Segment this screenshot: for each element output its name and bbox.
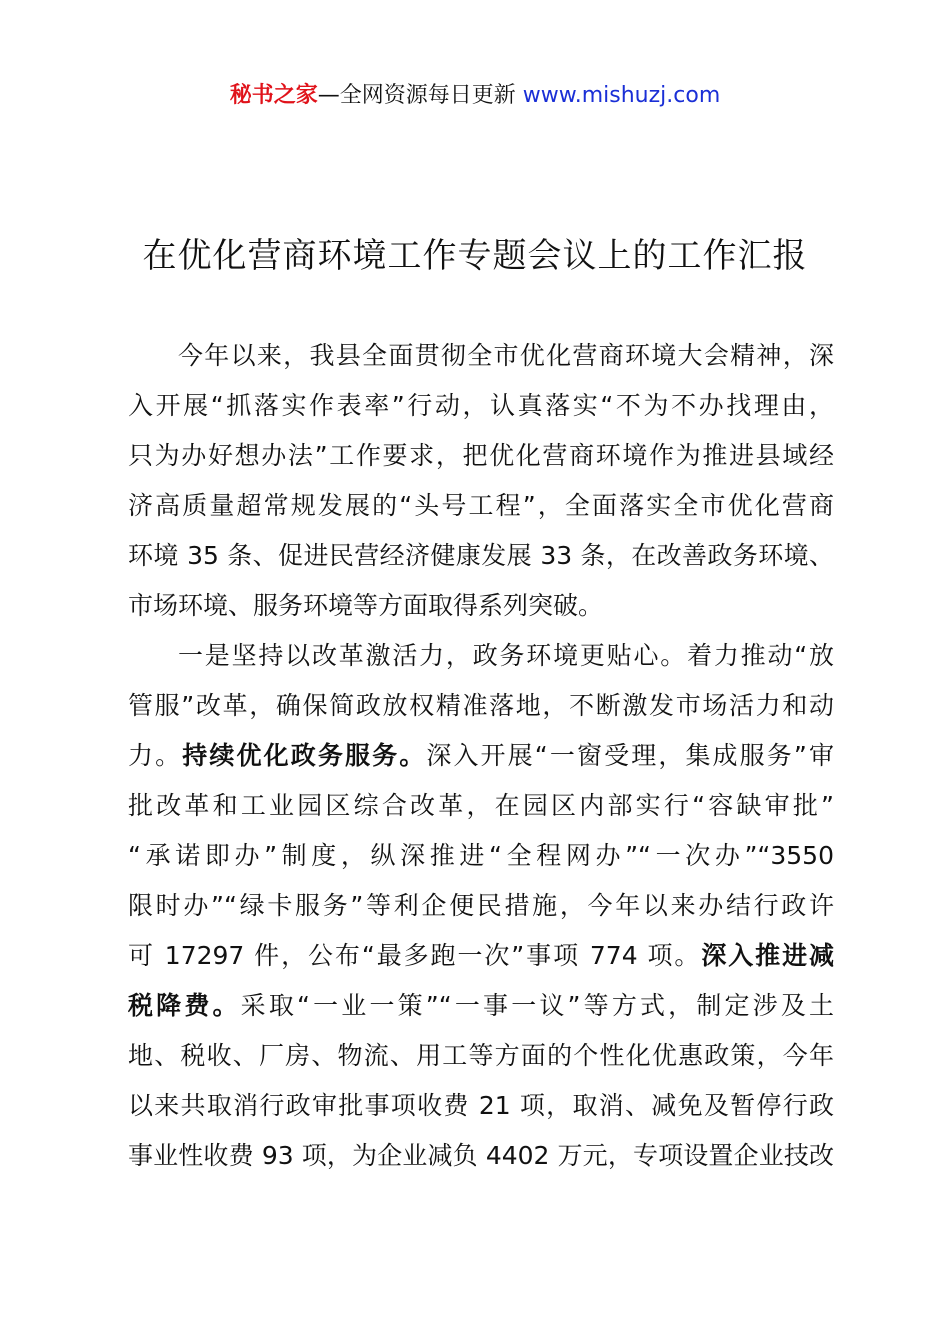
paragraph-line: 管服”改革，确保简政放权精准落地，不断激发市场活力和动 <box>128 691 834 720</box>
paragraph-line: 今年以来，我县全面贯彻全市优化营商环境大会精神，深 <box>178 341 834 370</box>
paragraph-line: 以来共取消行政审批事项收费 21 项，取消、减免及暂停行政 <box>128 1091 834 1120</box>
paragraph-line: 事业性收费 93 项，为企业减负 4402 万元，专项设置企业技改 <box>128 1141 834 1170</box>
bold-heading: 税降费。 <box>128 991 241 1020</box>
brand-name: 秘书之家 <box>229 83 318 108</box>
paragraph-line: 只为办好想办法”工作要求，把优化营商环境作为推进县域经 <box>128 441 834 470</box>
document-title: 在优化营商环境工作专题会议上的工作汇报 <box>142 236 808 276</box>
paragraph-line: 入开展“抓落实作表率”行动，认真落实“不为不办找理由， <box>128 391 834 420</box>
site-header <box>0 80 950 112</box>
paragraph-line: 税降费。采取“一业一策”“一事一议”等方式，制定涉及土 <box>128 991 834 1020</box>
paragraph-line: 地、税收、厂房、物流、用工等方面的个性化优惠政策，今年 <box>128 1041 834 1070</box>
bold-heading: 持续优化政务服务。 <box>182 741 427 770</box>
paragraph-line: 批改革和工业园区综合改革，在园区内部实行“容缺审批” <box>128 791 834 820</box>
paragraph-line: 力。持续优化政务服务。深入开展“一窗受理，集成服务”审 <box>128 741 834 770</box>
paragraph-line: 市场环境、服务环境等方面取得系列突破。 <box>128 591 604 620</box>
bold-heading: 深入推进减 <box>701 941 834 970</box>
paragraph-line: 济高质量超常规发展的“头号工程”，全面落实全市优化营商 <box>128 491 834 520</box>
site-url-link[interactable]: www.mishuzj.com <box>522 83 721 108</box>
paragraph-line: “承诺即办”制度，纵深推进“全程网办”“一次办”“3550 <box>128 841 834 870</box>
document-body <box>128 331 834 1181</box>
paragraph-line: 限时办”“绿卡服务”等利企便民措施，今年以来办结行政许 <box>128 891 834 920</box>
paragraph-line: 可 17297 件，公布“最多跑一次”事项 774 项。深入推进减 <box>128 941 834 970</box>
paragraph-line: 环境 35 条、促进民营经济健康发展 33 条，在改善政务环境、 <box>128 541 834 570</box>
paragraph-line: 一是坚持以改革激活力，政务环境更贴心。着力推动“放 <box>178 641 834 670</box>
site-tagline: —全网资源每日更新 <box>317 83 523 108</box>
